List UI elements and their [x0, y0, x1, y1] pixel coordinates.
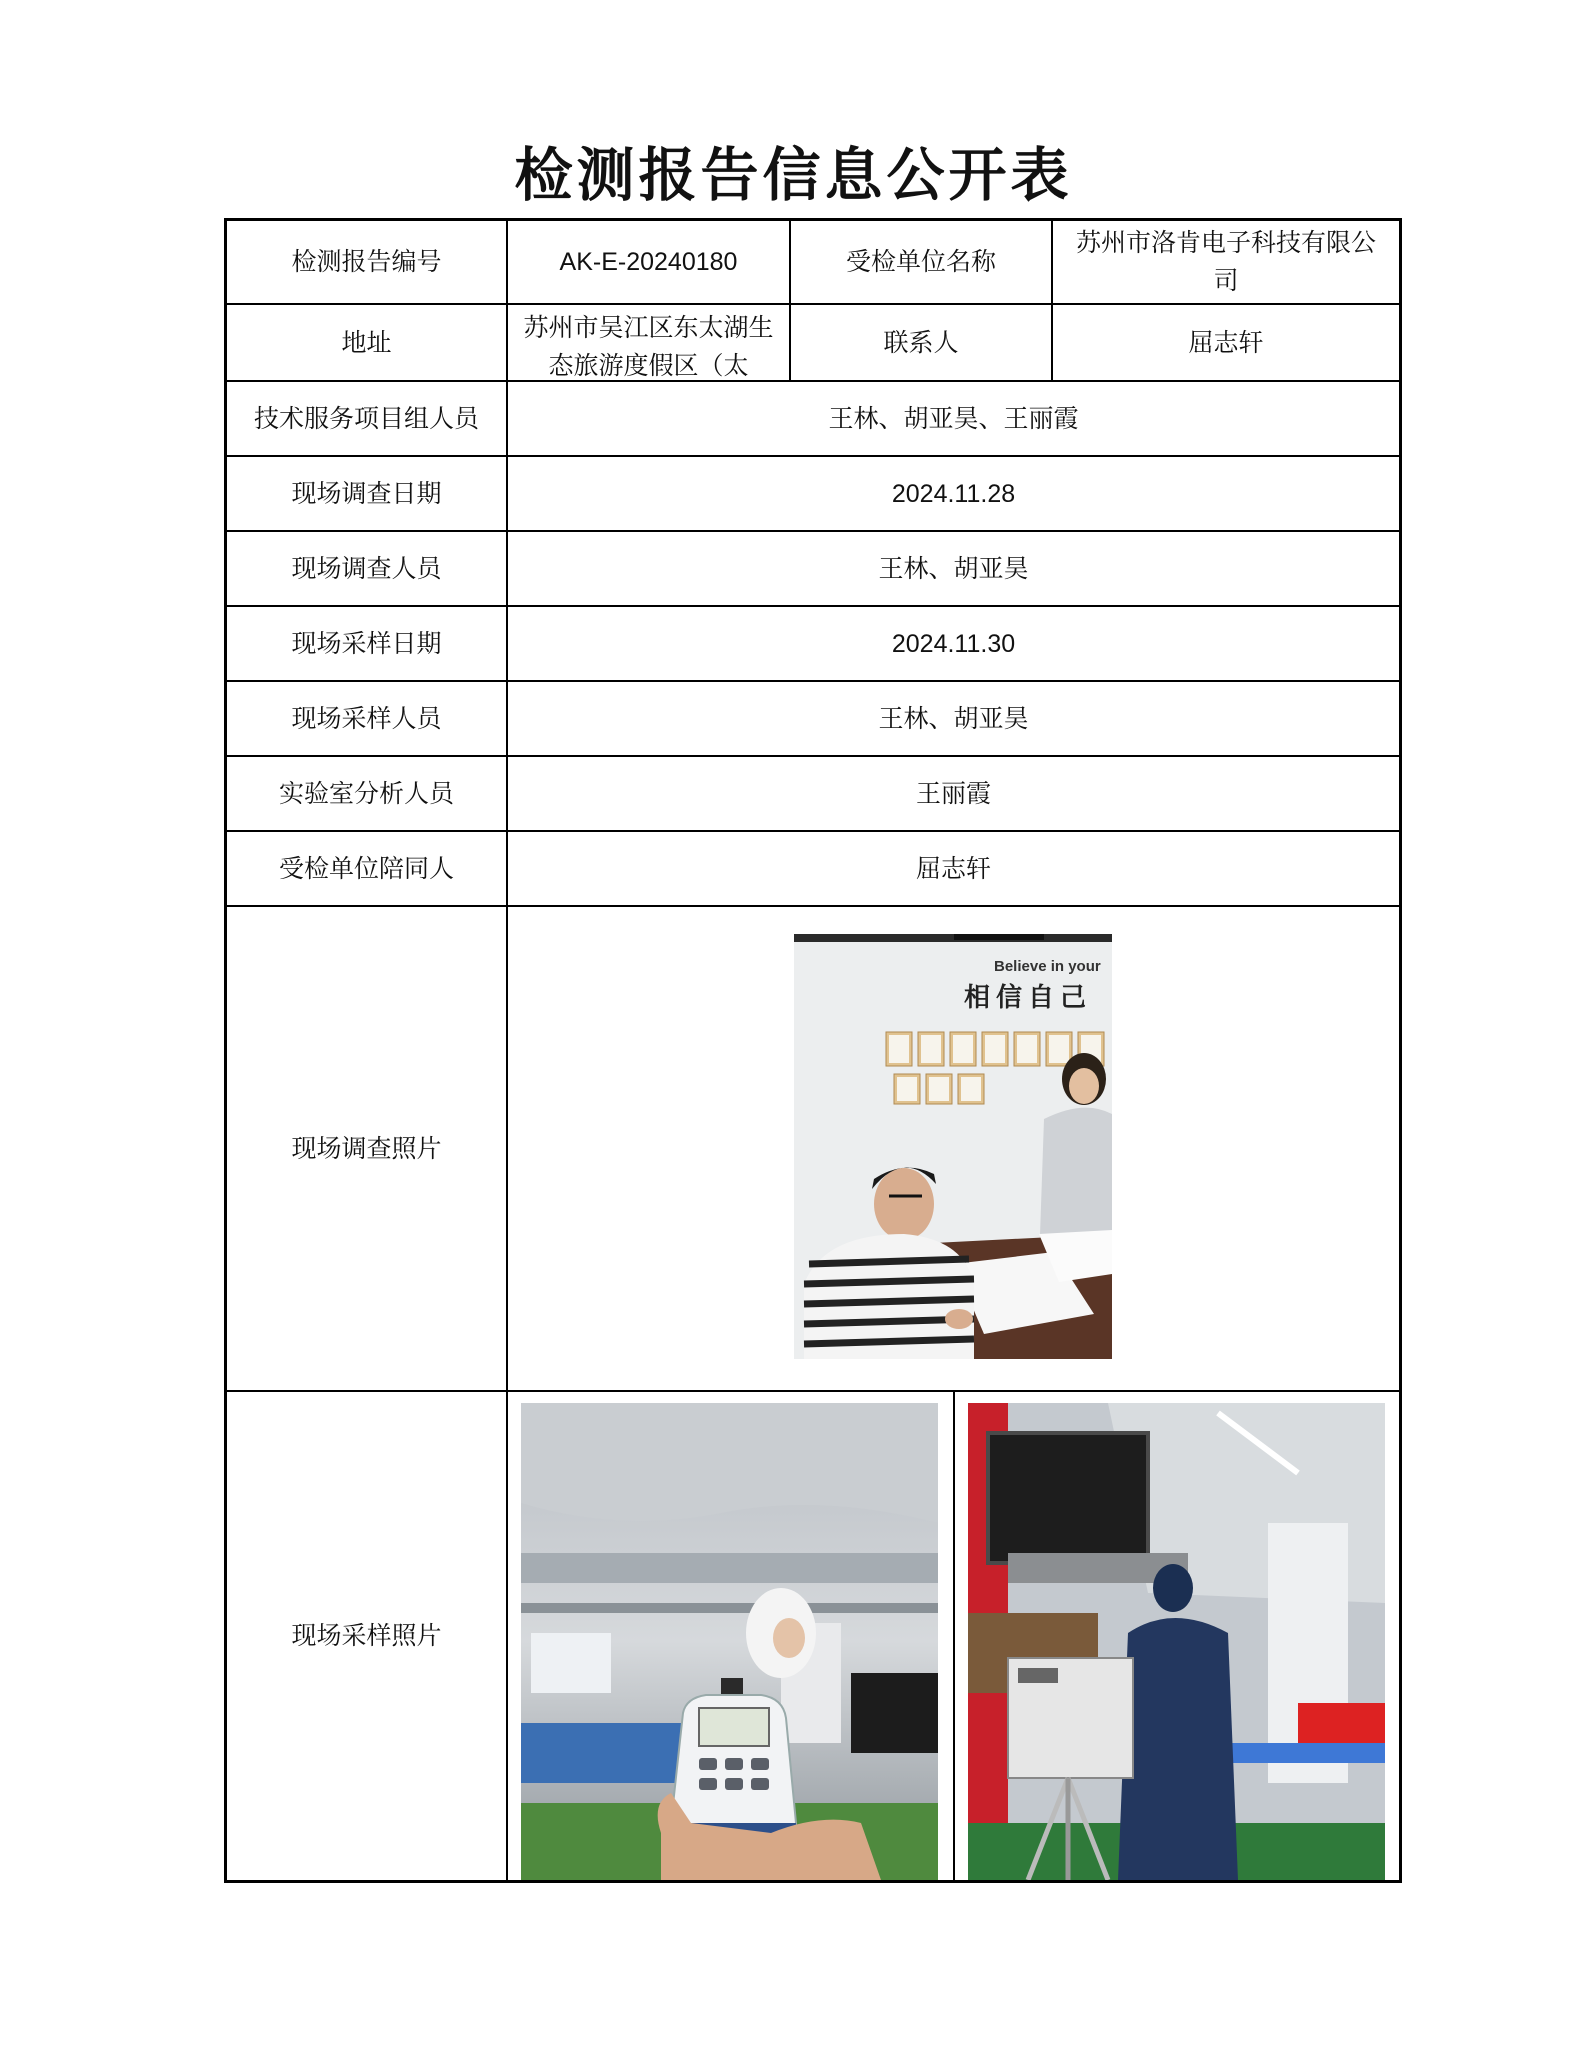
sampling-date-label: 现场采样日期 [291, 628, 442, 658]
unit-name: 苏州市洛肯电子科技有限公司 [1075, 228, 1376, 295]
report-no-label: 检测报告编号 [291, 247, 442, 276]
survey-sign-text: Believe in your [994, 958, 1101, 975]
lab-staff: 王丽霞 [915, 778, 991, 808]
sampling-staff-label: 现场采样人员 [291, 703, 442, 733]
survey-photo [794, 934, 1112, 1359]
page-title: 检测报告信息公开表 [514, 141, 1073, 209]
escort: 屈志轩 [915, 853, 991, 883]
address: 苏州市吴江区东太湖生态旅游度假区（太 [523, 313, 774, 380]
survey-photo-label: 现场调查照片 [291, 1133, 442, 1163]
survey-date-label: 现场调查日期 [291, 478, 442, 508]
survey-sign-cn: 相信自己 [964, 983, 1093, 1013]
team: 王林、胡亚昊、王丽霞 [828, 403, 1079, 433]
lab-staff-label: 实验室分析人员 [278, 778, 454, 808]
survey-staff-label: 现场调查人员 [291, 553, 442, 583]
sampling-staff: 王林、胡亚昊 [878, 703, 1029, 733]
contact-label: 联系人 [883, 327, 959, 357]
report-no: AK-E-20240180 [559, 248, 738, 276]
contact: 屈志轩 [1188, 327, 1264, 357]
survey-staff: 王林、胡亚昊 [878, 553, 1029, 583]
survey-date: 2024.11.28 [891, 479, 1016, 508]
sampling-date: 2024.11.30 [891, 629, 1016, 658]
address-label: 地址 [341, 327, 392, 357]
unit-name-label: 受检单位名称 [845, 247, 996, 276]
sampling-photo-label: 现场采样照片 [291, 1621, 442, 1650]
escort-label: 受检单位陪同人 [278, 853, 454, 883]
sampling-photo-2 [968, 1403, 1385, 1880]
team-label: 技术服务项目组人员 [253, 403, 479, 433]
sampling-photo-1 [521, 1403, 938, 1880]
